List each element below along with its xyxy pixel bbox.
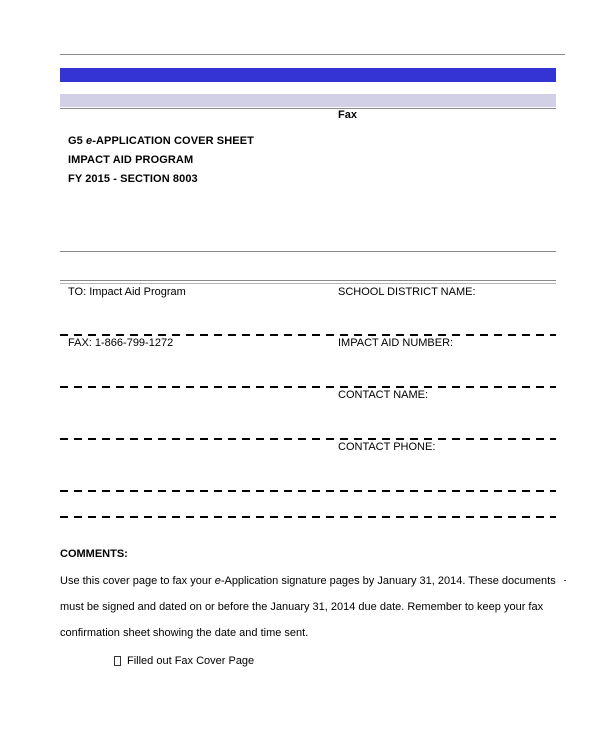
top-rule <box>60 54 565 55</box>
comments-italic-e: e <box>214 575 221 587</box>
field-line-1[interactable] <box>60 334 556 336</box>
field-line-4[interactable] <box>60 490 556 492</box>
comments-heading: COMMENTS: <box>60 548 128 560</box>
title-prefix: G5 <box>68 135 87 147</box>
stray-mark <box>564 580 566 581</box>
field-line-2[interactable] <box>60 386 556 388</box>
checklist-item-label: Filled out Fax Cover Page <box>127 655 255 667</box>
contact-name-label: CONTACT NAME: <box>338 389 429 401</box>
checkbox-icon[interactable] <box>114 656 121 666</box>
fields-top-rule-1 <box>60 280 556 281</box>
cover-sheet-title <box>68 135 254 147</box>
fax-heading: Fax <box>338 109 357 121</box>
checklist-item[interactable] <box>114 655 254 667</box>
to-label: TO: Impact Aid Program <box>68 286 186 298</box>
fiscal-year-title: FY 2015 - SECTION 8003 <box>68 173 198 185</box>
title-suffix: -APPLICATION COVER SHEET <box>92 135 254 147</box>
school-district-name-label: SCHOOL DISTRICT NAME: <box>338 286 476 298</box>
comments-text-part1: Use this cover page to fax your <box>60 575 215 587</box>
field-line-3[interactable] <box>60 438 556 440</box>
header-blue-bar <box>60 68 556 82</box>
fields-top-rule-2 <box>60 283 556 284</box>
impact-aid-number-label: IMPACT AID NUMBER: <box>338 337 454 349</box>
contact-phone-label: CONTACT PHONE: <box>338 441 436 453</box>
header-rule <box>60 108 556 109</box>
field-line-5[interactable] <box>60 516 556 518</box>
comments-text <box>60 568 560 646</box>
title-bottom-rule <box>60 251 556 252</box>
comments-text-part2: -Application signature pages by January 31, 2014. These documents must be signed and dated on or before the January 31, 2014 due date. Remember to keep your fax confirmation sheet showing the date and time sent. <box>60 575 556 639</box>
fax-number-label: FAX: 1-866-799-1272 <box>68 337 174 349</box>
program-title: IMPACT AID PROGRAM <box>68 154 194 166</box>
title-italic-e: e <box>86 135 93 147</box>
header-lavender-bar <box>60 94 556 107</box>
